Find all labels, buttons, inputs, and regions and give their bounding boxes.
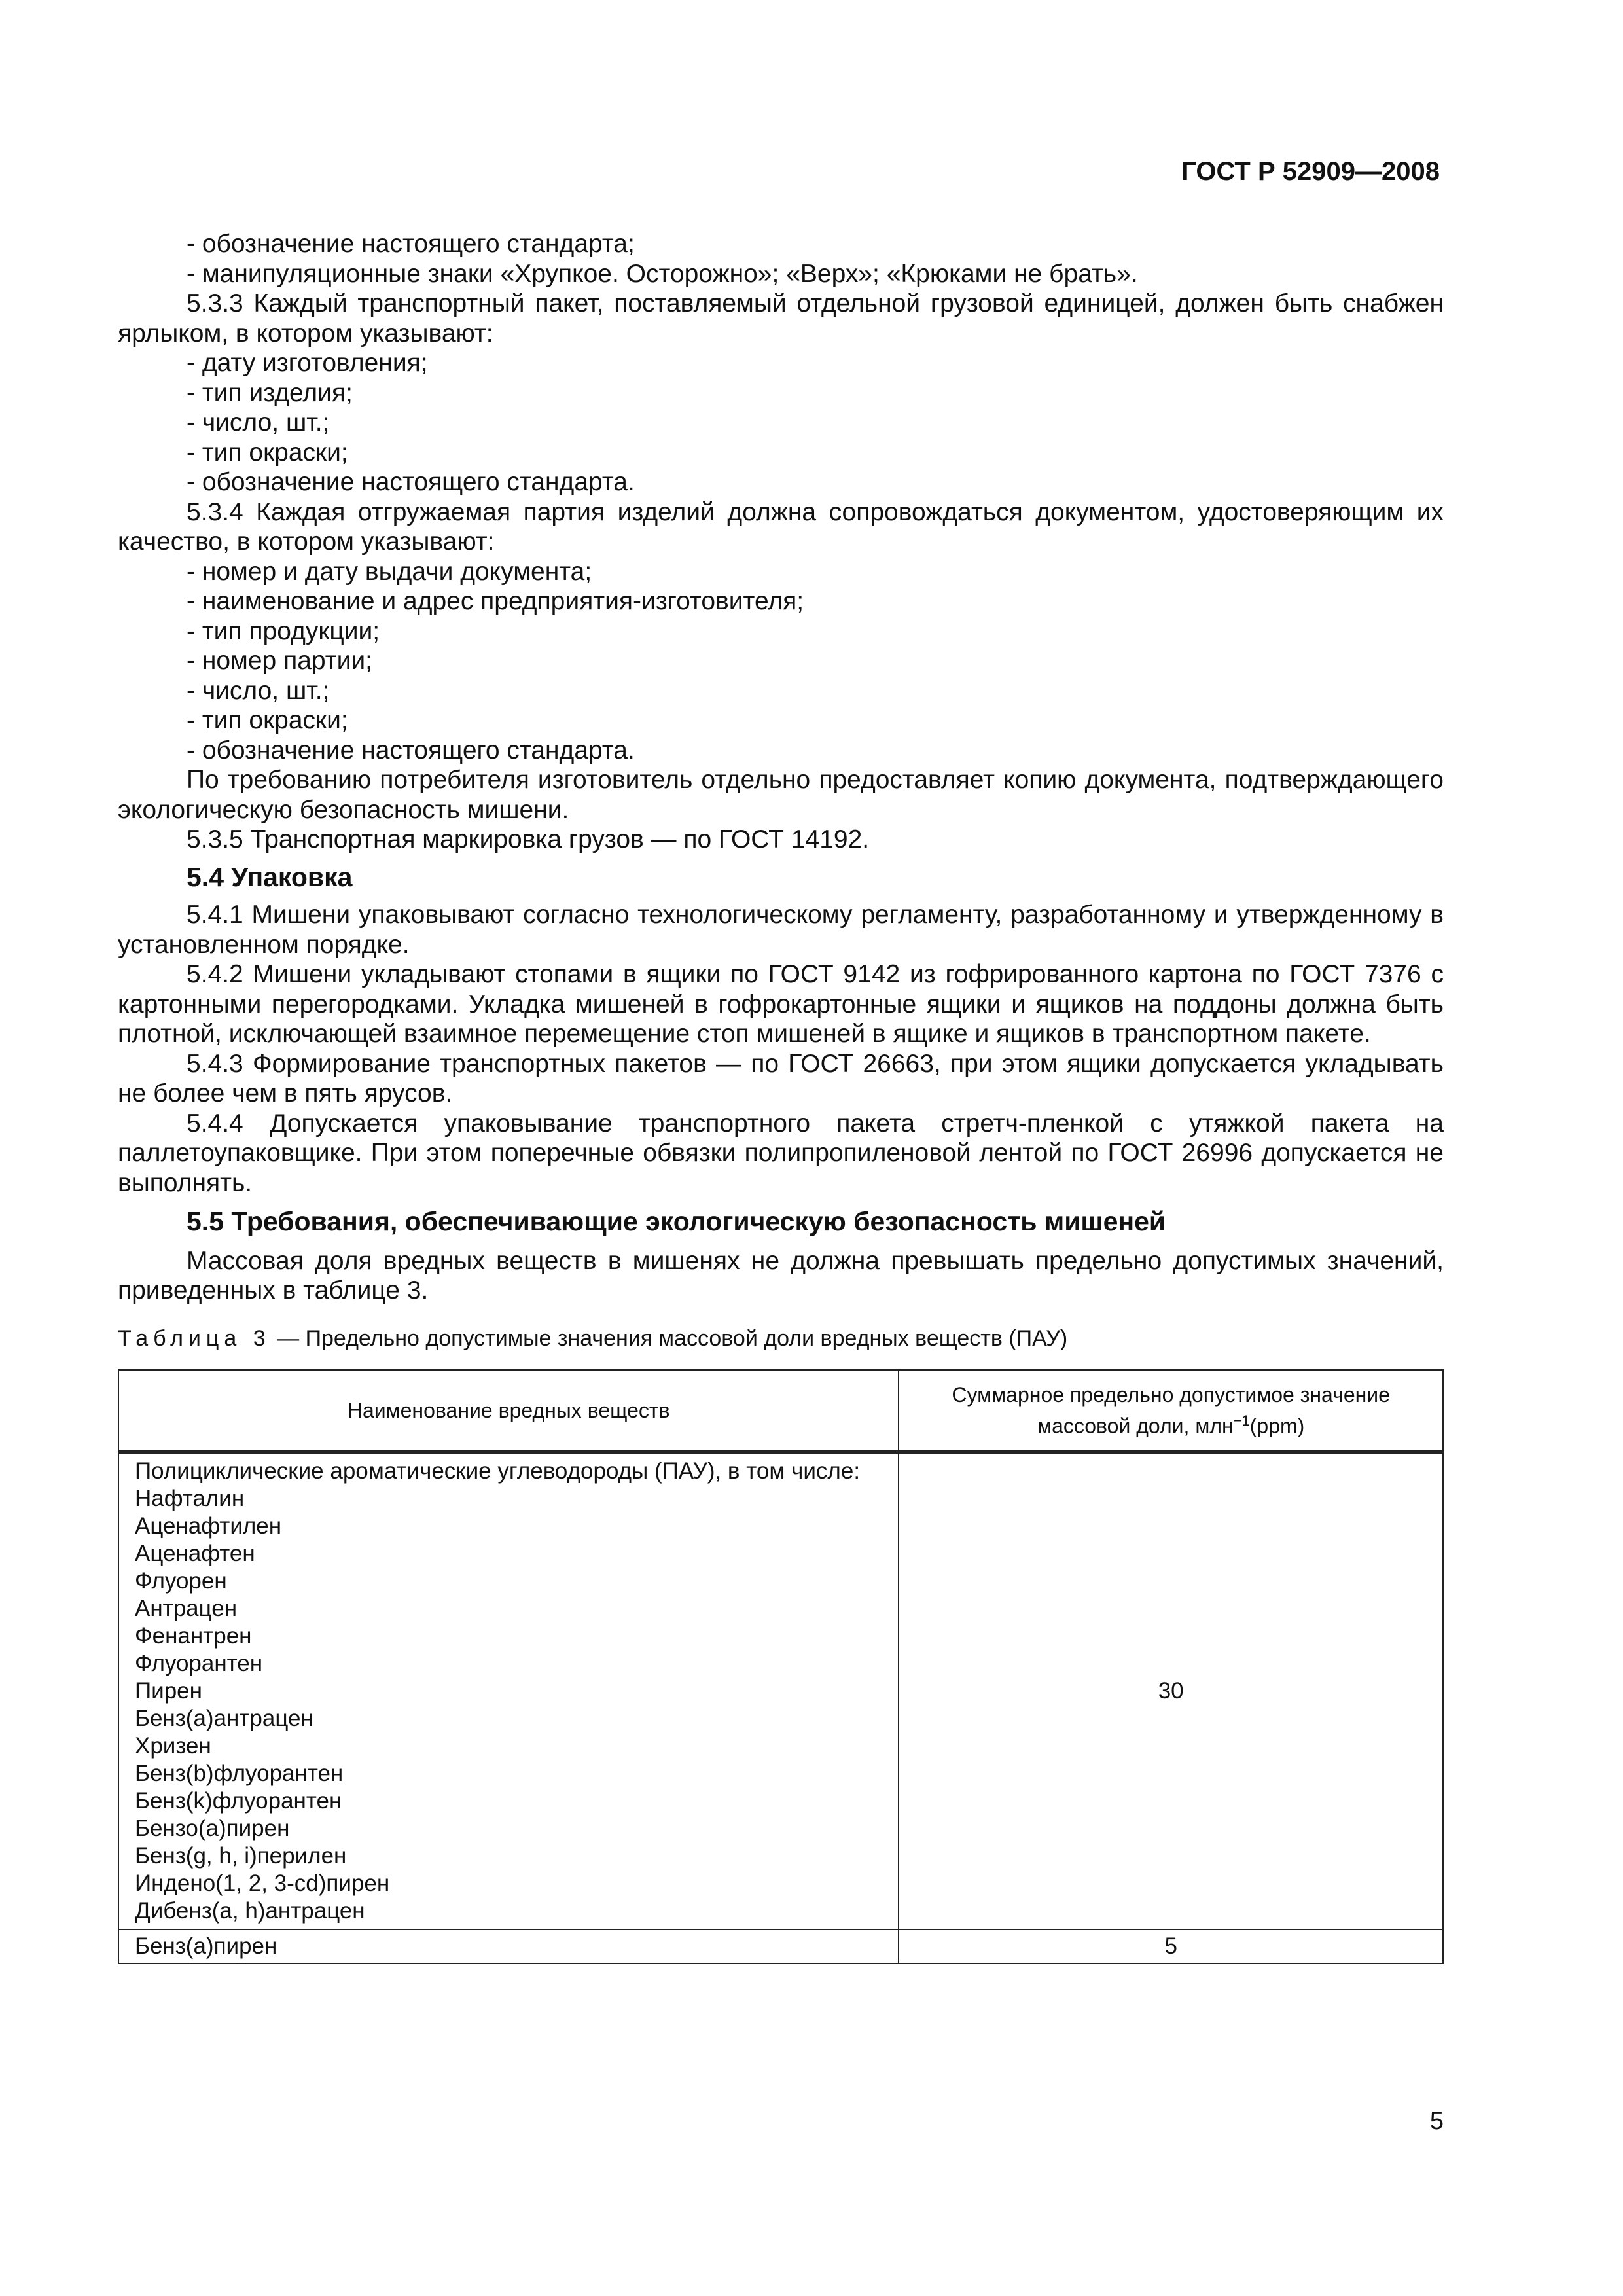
table-cell: Флуорантен (135, 1651, 263, 1676)
table-cell: Фенантрен (135, 1623, 252, 1649)
list-item: - число, шт.; (187, 408, 330, 437)
clause-5-3-4: 5.3.4 Каждая отгружаемая партия изделий должна сопровождаться документом, удостоверяющим их качество, в котором указывают: (118, 497, 1444, 556)
limit-value-cell: 30 (899, 1452, 1443, 1930)
table-cell: Аценафтен (135, 1541, 255, 1566)
substance-list-cell (118, 1452, 899, 1930)
table-cell: Бенз(а)пирен (118, 1929, 899, 1964)
list-item: - тип продукции; (187, 617, 380, 645)
table-row (118, 1929, 1443, 1964)
list-item: - тип окраски; (187, 438, 348, 467)
list-item: - номер и дату выдачи документа; (187, 557, 592, 586)
paragraph-request: По требованию потребителя изготовитель отдельно предоставляет копию документа, подтверждающего экологическую безопасность мишени. (118, 766, 1444, 824)
list-item: - номер партии; (187, 647, 372, 675)
list-item: - число, шт.; (187, 676, 330, 705)
table-cell: Пирен (135, 1678, 202, 1704)
table-cell: Бенз(g, h, i)перилен (135, 1843, 347, 1869)
document-header: ГОСТ Р 52909—2008 (1181, 157, 1440, 186)
column-header-limit-superscript: −1 (1233, 1412, 1250, 1429)
list-item: - тип окраски; (187, 706, 348, 734)
table-cell: Полициклические ароматические углеводороды (ПАУ), в том числе: (135, 1458, 861, 1484)
table-cell: Бенз(b)флуорантен (135, 1761, 344, 1786)
limit-value-cell: 5 (899, 1929, 1443, 1964)
section-heading-5-5: 5.5 Требования, обеспечивающие экологическую безопасность мишеней (187, 1206, 1166, 1236)
table-cell: Нафталин (135, 1486, 245, 1511)
section-heading-5-4: 5.4 Упаковка (187, 861, 353, 892)
table-cell: Индено(1, 2, 3-cd)пирен (135, 1871, 390, 1896)
paragraph-5-5: Массовая доля вредных веществ в мишенях не должна превышать предельно допустимых значений, приведенных в таблице 3. (118, 1246, 1444, 1304)
table-cell: Бенз(k)флуорантен (135, 1788, 342, 1814)
table-3 (118, 1369, 1444, 1964)
clause-5-3-5: 5.3.5 Транспортная маркировка грузов — по ГОСТ 14192. (187, 825, 870, 853)
list-item: - обозначение настоящего стандарта; (187, 230, 635, 258)
table-cell: Хризен (135, 1733, 211, 1759)
list-item: - обозначение настоящего стандарта. (187, 468, 635, 496)
table-cell: Бензо(а)пирен (135, 1816, 290, 1841)
column-header-substance: Наименование вредных веществ (118, 1370, 899, 1452)
list-item: - наименование и адрес предприятия-изготовителя; (187, 587, 804, 615)
table-header-row (118, 1370, 1443, 1452)
column-header-limit-text: Суммарное предельно допустимое значение массовой доли, млн (952, 1383, 1390, 1438)
column-header-limit (899, 1370, 1443, 1452)
list-item: - тип изделия; (187, 378, 353, 407)
table-cell: Аценафтилен (135, 1513, 282, 1539)
clause-5-4-1: 5.4.1 Мишени упаковывают согласно технологическому регламенту, разработанному и утвержденному в установленном порядке. (118, 901, 1444, 959)
table-cell: Бенз(а)антрацен (135, 1706, 313, 1731)
clause-5-4-4: 5.4.4 Допускается упаковывание транспортного пакета стретч-пленкой с утяжкой пакета на паллетоупаковщике. При этом поперечные обвязки полипропиленовой лентой по ГОСТ 26996 допускается не выполнять. (118, 1109, 1444, 1197)
list-item: - дату изготовления; (187, 349, 428, 377)
table-cell: Флуорен (135, 1568, 227, 1594)
list-item: - манипуляционные знаки «Хрупкое. Осторожно»; «Верх»; «Крюками не брать». (187, 259, 1138, 288)
list-item: - обозначение настоящего стандарта. (187, 736, 635, 764)
clause-5-4-3: 5.4.3 Формирование транспортных пакетов — по ГОСТ 26663, при этом ящики допускается укладывать не более чем в пять ярусов. (118, 1049, 1444, 1107)
table-row (118, 1452, 1443, 1930)
table-cell: Антрацен (135, 1596, 238, 1621)
column-header-limit-unit: (ppm) (1249, 1414, 1305, 1438)
table-caption-text: — Предельно допустимые значения массовой доли вредных веществ (ПАУ) (270, 1325, 1068, 1351)
table-caption (118, 1324, 1444, 1354)
page-number: 5 (1429, 2108, 1444, 2135)
body-text (118, 229, 1444, 1964)
clause-5-4-2: 5.4.2 Мишени укладывают стопами в ящики по ГОСТ 9142 из гофрированного картона по ГОСТ 7376 с картонными перегородками. Укладка мишеней в гофрокартонные ящики и ящиков на поддоны должна быть плотной, исключающей взаимное перемещение стоп мишеней в ящике и ящиков в транспортном пакете. (118, 960, 1444, 1048)
table-cell: Дибенз(а, h)антрацен (135, 1898, 365, 1924)
clause-5-3-3: 5.3.3 Каждый транспортный пакет, поставляемый отдельной грузовой единицей, должен быть снабжен ярлыком, в котором указывают: (118, 289, 1444, 348)
table-caption-label: Таблица 3 (118, 1325, 271, 1351)
